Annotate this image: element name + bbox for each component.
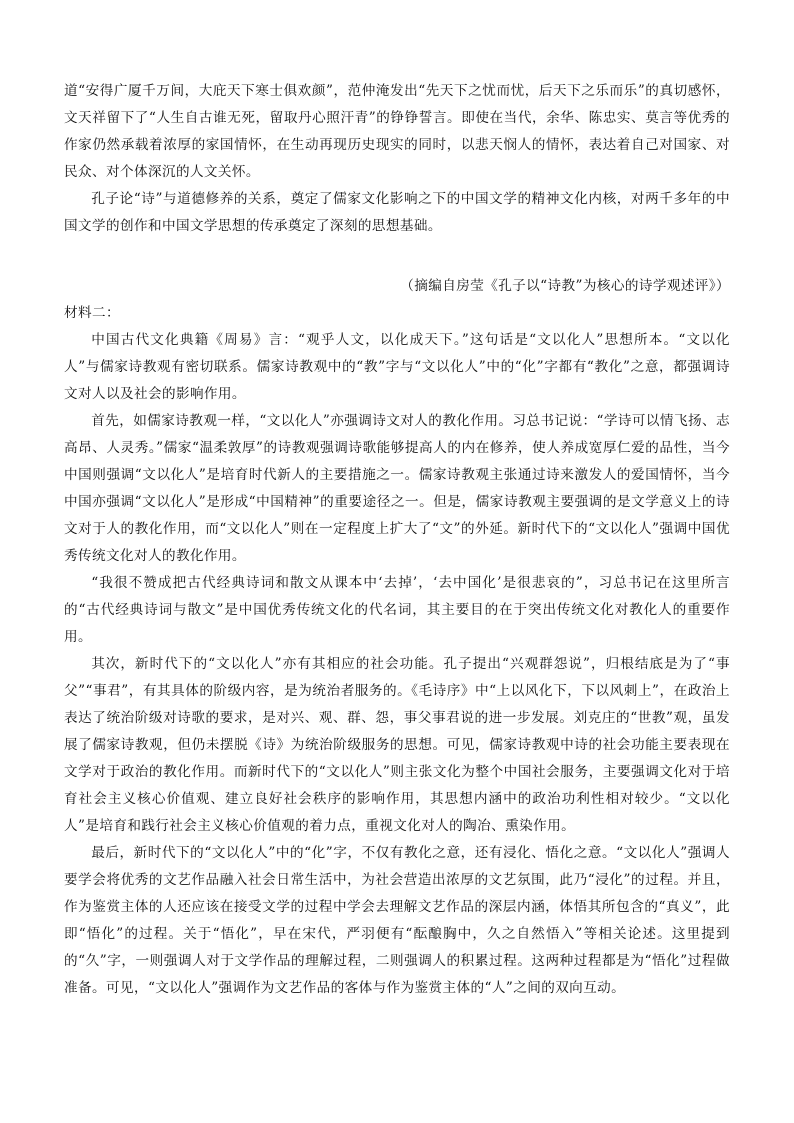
spacer — [64, 240, 730, 273]
material-2-paragraph-3: “我很不赞成把古代经典诗词和散文从课本中‘去掉’，‘去中国化’是很悲哀的”，习总书记在这里所言的“古代经典诗词与散文”是中国优秀传统文化的代名词，其主要目的在于突出传统文化对教化人的重要作用。 — [64, 575, 730, 645]
material-2-paragraph-4: 其次，新时代下的“文以化人”亦有其相应的社会功能。孔子提出“兴观群怨说”，归根结底是为了“事父”“事君”，有其具体的阶级内容，是为统治者服务的。《毛诗序》中“上以风化下，下以风刺上”，在政治上表达了统治阶级对诗歌的要求，是对兴、观、群、怨，事父事君说的进一步发展。刘克庄的“世教”观，虽发展了儒家诗教观，但仍未摆脱《诗》为统治阶级服务的思想。可见，儒家诗教观中诗的社会功能主要表现在文学对于政治的教化作用。而新时代下的“文以化人”则主张文化为整个中国社会服务，主要强调文化对于培育社会主义核心价值观、建立良好社会秩序的影响作用，其思想内涵中的政治功利性相对较少。“文以化人”是培育和践行社会主义核心价值观的着力点，重视文化对人的陶冶、熏染作用。 — [64, 656, 730, 834]
material-2-paragraph-1: 中国古代文化典籍《周易》言：“观乎人文，以化成天下。”这句话是“文以化人”思想所本。“文以化人”与儒家诗教观有密切联系。儒家诗教观中的“教”字与“文以化人”中的“化”字都有“教化”之意，都强调诗文对人以及社会的影响作用。 — [64, 332, 730, 402]
paragraph-continuation: 道“安得广厦千万间，大庇天下寒士俱欢颜”，范仲淹发出“先天下之忧而忧，后天下之乐而乐”的真切感怀，文天祥留下了“人生自古谁无死，留取丹心照汗青”的铮铮誓言。即使在当代，余华、陈忠实、莫言等优秀的作家仍然承载着浓厚的家国情怀，在生动再现历史现实的同时，以悲天悯人的情怀，表达着自己对国家、对民众、对个体深沉的人文关怀。 — [64, 83, 730, 180]
paragraph-summary: 孔子论“诗”与道德修养的关系，奠定了儒家文化影响之下的中国文学的精神文化内核，对两千多年的中国文学的创作和中国文学思想的传承奠定了深刻的思想基础。 — [64, 191, 730, 234]
document-page — [64, 78, 730, 1002]
source-citation: （摘编自房莹《孔子以“诗教”为核心的诗学观述评》） — [400, 278, 730, 294]
material-2-paragraph-5: 最后，新时代下的“文以化人”中的“化”字，不仅有教化之意，还有浸化、悟化之意。“文以化人”强调人要学会将优秀的文艺作品融入社会日常生活中，为社会营造出浓厚的文艺氛围，此乃“浸化”的过程。并且，作为鉴赏主体的人还应该在接受文学的过程中学会去理解文艺作品的深层内涵，体悟其所包含的“真义”，此即“悟化”的过程。关于“悟化”，早在宋代，严羽便有“酝酿胸中，久之自然悟入”等相关论述。这里提到的“久”字，一则强调人对于文学作品的理解过程，二则强调人的积累过程。这两种过程都是为“悟化”过程做准备。可见，“文以化人”强调作为文艺作品的客体与作为鉴赏主体的“人”之间的双向互动。 — [64, 845, 730, 996]
material-2-label: 材料二： — [64, 305, 120, 321]
material-2-paragraph-2: 首先，如儒家诗教观一样，“文以化人”亦强调诗文对人的教化作用。习总书记说：“学诗可以情飞扬、志高昂、人灵秀。”儒家“温柔敦厚”的诗教观强调诗歌能够提高人的内在修养，使人养成宽厚仁爱的品性，当今中国则强调“文以化人”是培育时代新人的主要措施之一。儒家诗教观主张通过诗来激发人的爱国情怀，当今中国亦强调“文以化人”是形成“中国精神”的重要途径之一。但是，儒家诗教观主要强调的是文学意义上的诗文对于人的教化作用，而“文以化人”则在一定程度上扩大了“文”的外延。新时代下的“文以化人”强调中国优秀传统文化对人的教化作用。 — [64, 413, 730, 564]
